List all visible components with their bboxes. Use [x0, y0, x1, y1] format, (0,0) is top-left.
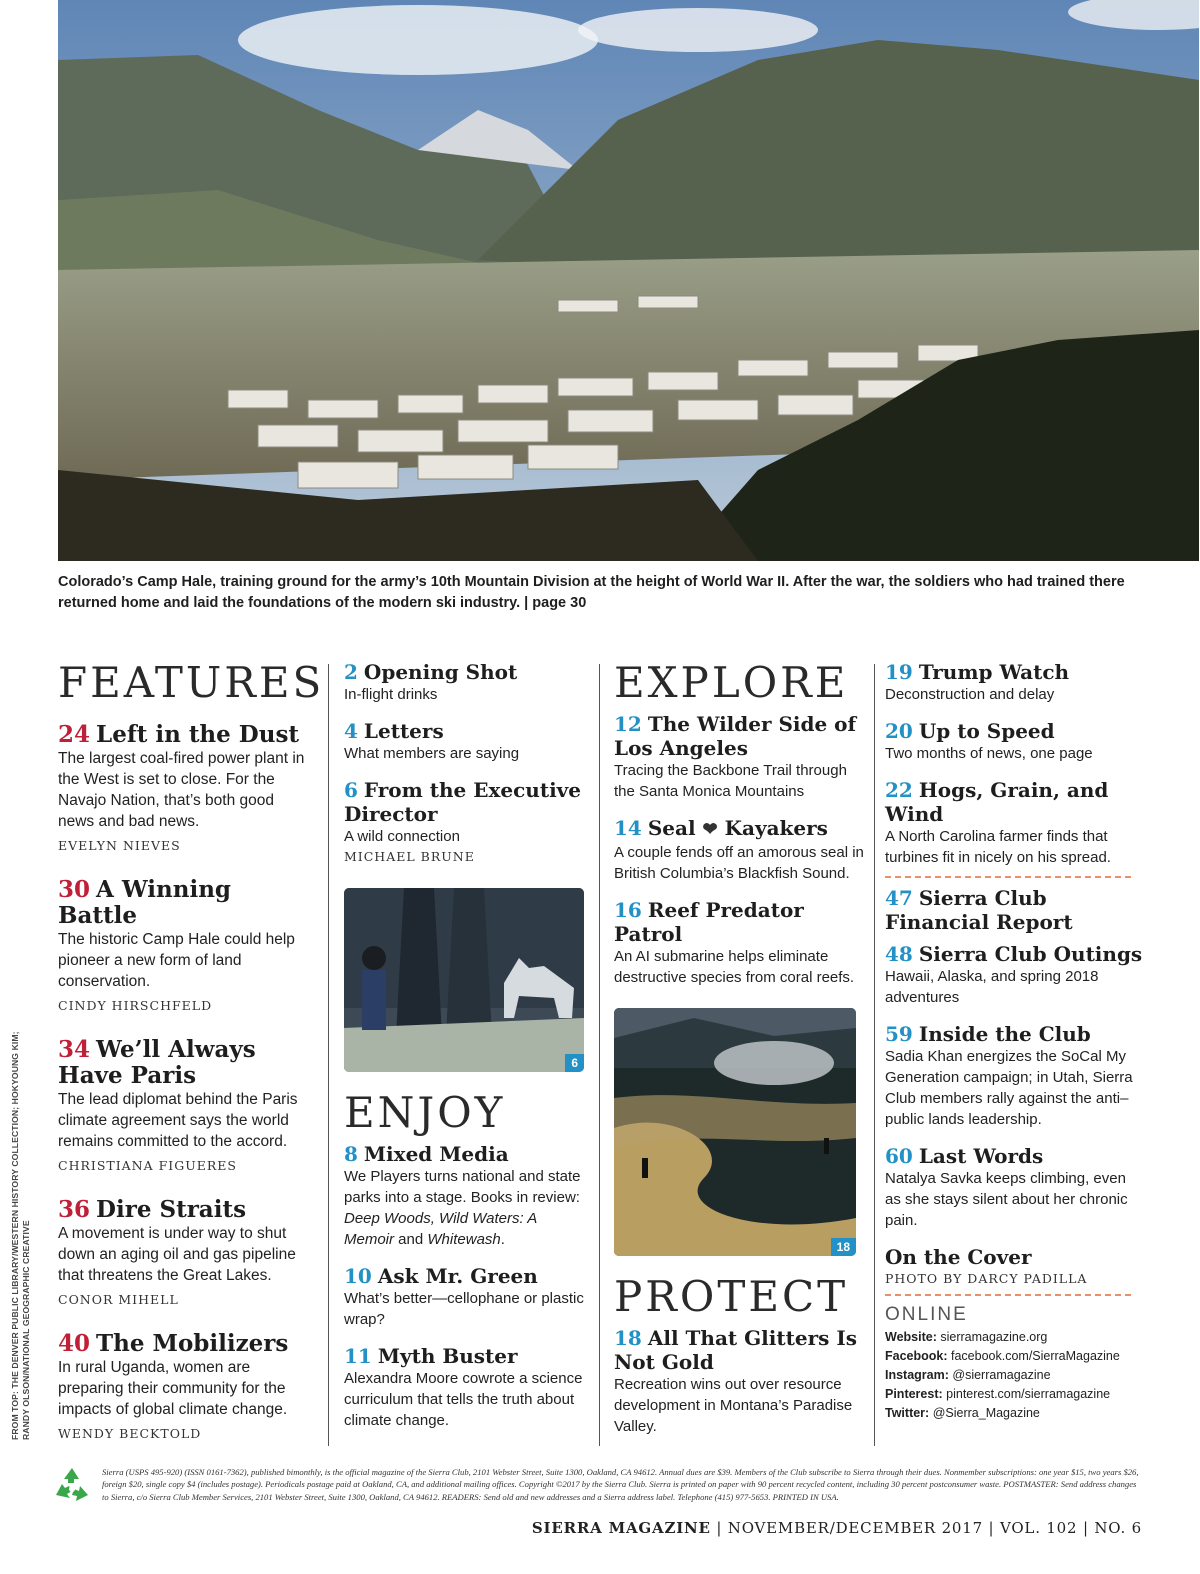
feature-item[interactable]: [58, 1331, 314, 1441]
dept-item[interactable]: [885, 719, 1145, 764]
dept-desc: Two months of news, one page: [885, 745, 1093, 762]
dept-title: All That Glitters Is Not Gold: [614, 1326, 857, 1374]
dept-item[interactable]: [885, 660, 1145, 705]
page-number: 18: [614, 1326, 642, 1350]
dept-title: Trump Watch: [918, 660, 1070, 684]
page-number: 60: [885, 1144, 913, 1168]
features-column: [58, 658, 325, 1455]
column-divider: [328, 664, 329, 1446]
volume: VOL. 102: [999, 1519, 1078, 1537]
issue-number: NO. 6: [1094, 1519, 1142, 1537]
feature-title: We’ll Always Have Paris: [58, 1036, 256, 1089]
online-pinterest[interactable]: Pinterest: pinterest.com/sierramagazine: [885, 1387, 1111, 1401]
page-number: 6: [344, 778, 358, 802]
dept-title: Letters: [363, 719, 444, 743]
feature-title: Left in the Dust: [96, 721, 300, 748]
page-number: 19: [885, 660, 913, 684]
dept-desc: What’s better—cellophane or plastic wrap?: [344, 1290, 584, 1328]
dept-desc: Natalya Savka keeps climbing, even as she stays silent about her chronic pain.: [885, 1170, 1128, 1229]
dept-desc: Sadia Khan energizes the SoCal My Generation campaign; in Utah, Sierra Club members rally against the anti–public lands leadership.: [885, 1048, 1133, 1128]
dept-desc: A wild connection: [344, 828, 460, 845]
page-number: 36: [58, 1196, 91, 1223]
dept-desc: Hawaii, Alaska, and spring 2018 adventures: [885, 968, 1099, 1006]
dept-desc: In-flight drinks: [344, 686, 438, 703]
dept-title: Up to Speed: [918, 719, 1055, 743]
photo-caption: Colorado’s Camp Hale, training ground for the army’s 10th Mountain Division at the height of World War II. After the war, the soldiers who had trained there returned home and laid the foundations of the modern ski industry. | page 30: [58, 574, 1125, 611]
explore-heading: EXPLORE: [614, 658, 849, 707]
recycle-icon: [50, 1465, 94, 1509]
page-badge: 18: [831, 1238, 856, 1256]
page-number: 48: [885, 942, 913, 966]
page-number: 12: [614, 712, 642, 736]
feature-desc: The lead diplomat behind the Paris climate agreement says the world remains committed to the accord.: [58, 1091, 298, 1150]
dept-title: Last Words: [918, 1144, 1044, 1168]
page-number: 11: [344, 1344, 372, 1368]
dept-title: Hogs, Grain, and Wind: [885, 778, 1109, 826]
page-number: 34: [58, 1036, 91, 1063]
feature-title: A Winning Battle: [58, 876, 232, 929]
dashed-divider: [885, 876, 1131, 878]
enjoy-heading: ENJOY: [344, 1088, 506, 1137]
dept-desc: Alexandra Moore cowrote a science curriculum that tells the truth about climate change.: [344, 1370, 583, 1429]
page-badge: 6: [565, 1054, 584, 1072]
online-facebook[interactable]: Facebook: facebook.com/SierraMagazine: [885, 1349, 1120, 1363]
cover-item[interactable]: [885, 1245, 1145, 1286]
feature-title: Dire Straits: [96, 1196, 247, 1223]
dashed-divider: [885, 1294, 1131, 1296]
column-divider: [599, 664, 600, 1446]
page-number: 40: [58, 1330, 91, 1357]
page-number: 59: [885, 1022, 913, 1046]
page-number: 22: [885, 778, 913, 802]
dept-desc: Tracing the Backbone Trail through the Santa Monica Mountains: [614, 762, 847, 800]
dept-title: Sierra Club Financial Report: [885, 886, 1073, 934]
dept-title: The Wilder Side of Los Angeles: [614, 712, 857, 760]
dept-item[interactable]: [344, 1142, 590, 1250]
dept-item[interactable]: [344, 719, 590, 764]
page-number: 24: [58, 721, 91, 748]
explore-column: [614, 660, 866, 1451]
feature-desc: In rural Uganda, women are preparing their community for the impacts of global climate change.: [58, 1359, 288, 1418]
feature-item[interactable]: [58, 1037, 314, 1173]
photo-credit: FROM TOP: THE DENVER PUBLIC LIBRARY/WESTERN HISTORY COLLECTION; HOKYOUNG KIM; RANDY OLSON/NATIONAL GEOGRAPHIC CREATIVE: [10, 1031, 31, 1440]
dept-desc: An AI submarine helps eliminate destructive species from coral reefs.: [614, 948, 855, 986]
dept-desc: Deconstruction and delay: [885, 686, 1055, 703]
dept-title: Myth Buster: [377, 1344, 518, 1368]
feature-author: CONOR MIHELL: [58, 1292, 179, 1307]
fine-print: Sierra (USPS 495-920) (ISSN 0161-7362), published bimonthly, is the official magazine of the Sierra Club, 2101 Webster Street, Suite 1300, Oakland, CA 94612. Annual dues are $39. Members of the Club subscribe to Sierra through their dues. Nonmember subscriptions: one year $15, two years $26, foreign $20, single copy $4 (includes postage). Periodicals postage paid at Oakland, CA, and additional mailing offices. Copyright ©2017 by the Sierra Club. Sierra is printed on paper with 90 percent recycled content, including 30 percent postconsumer waste. POSTMASTER: Send address changes to Sierra, c/o Sierra Club Member Services, 2101 Webster Street, Suite 1300, Oakland, CA 94612. READERS: Send old and new addresses and a Sierra address label. Telephone (415) 977-5653. PRINTED IN USA.: [102, 1467, 1139, 1502]
page-number: 20: [885, 719, 913, 743]
dept-title: Kayakers: [724, 816, 828, 840]
dept-item[interactable]: [614, 898, 866, 988]
dept-author: MICHAEL BRUNE: [344, 849, 475, 864]
dept-title: Opening Shot: [363, 660, 518, 684]
features-heading: FEATURES: [58, 658, 325, 707]
online-website[interactable]: Website: sierramagazine.org: [885, 1330, 1048, 1344]
dept-desc: A couple fends off an amorous seal in British Columbia’s Blackfish Sound.: [614, 844, 864, 882]
column-divider: [874, 664, 875, 1446]
feature-author: WENDY BECKTOLD: [58, 1426, 202, 1441]
feature-item[interactable]: [58, 722, 314, 853]
heart-icon: ❤: [702, 819, 718, 840]
dept-item[interactable]: [344, 660, 590, 705]
dept-item[interactable]: [344, 778, 590, 864]
online-instagram[interactable]: Instagram: @sierramagazine: [885, 1368, 1051, 1382]
online-twitter[interactable]: Twitter: @Sierra_Magazine: [885, 1406, 1040, 1420]
wolf-illustration[interactable]: [344, 888, 584, 1072]
feature-author: CINDY HIRSCHFELD: [58, 998, 213, 1013]
dept-item[interactable]: [614, 712, 866, 802]
page-number: 16: [614, 898, 642, 922]
river-photo[interactable]: [614, 1008, 856, 1256]
masthead-footer: SIERRA MAGAZINE | NOVEMBER/DECEMBER 2017 | VOL. 102 | NO. 6: [531, 1519, 1142, 1537]
dept-title: Seal: [647, 816, 696, 840]
dept-item[interactable]: [885, 778, 1145, 868]
dept-title: Reef Predator Patrol: [614, 898, 804, 946]
dept-item[interactable]: [344, 1264, 590, 1330]
dept-title: From the Executive Director: [344, 778, 582, 826]
dept-title: Sierra Club Outings: [918, 942, 1143, 966]
dept-item[interactable]: [885, 1144, 1145, 1231]
feature-title: The Mobilizers: [96, 1330, 289, 1357]
dept-item[interactable]: [885, 942, 1145, 1008]
dept-item[interactable]: [885, 1022, 1145, 1130]
dept-desc: A North Carolina farmer finds that turbines fit in nicely on his spread.: [885, 828, 1111, 866]
dept-desc: We Players turns national and state parks into a stage. Books in review: Deep Woods, Wild Waters: A Memoir and Whitewash.: [344, 1168, 581, 1248]
dept-item[interactable]: [614, 1326, 866, 1437]
dept-desc: What members are saying: [344, 745, 520, 762]
feature-desc: The largest coal-fired power plant in the West is set to close. For the Navajo Nation, that’s both good news and bad news.: [58, 750, 305, 830]
dept-item[interactable]: [614, 816, 866, 884]
departments-column-2: [885, 660, 1145, 1423]
departments-column: [344, 660, 590, 1445]
dept-title: Inside the Club: [918, 1022, 1091, 1046]
cover-credit: PHOTO BY DARCY PADILLA: [885, 1271, 1088, 1286]
page-number: 2: [344, 660, 358, 684]
feature-item[interactable]: [58, 1197, 314, 1307]
feature-item[interactable]: [58, 877, 314, 1013]
page-number: 8: [344, 1142, 358, 1166]
feature-author: EVELYN NIEVES: [58, 838, 181, 853]
dept-title: Mixed Media: [363, 1142, 509, 1166]
page-number: 47: [885, 886, 913, 910]
issue-date: NOVEMBER/DECEMBER 2017: [727, 1519, 983, 1537]
magazine-name: SIERRA MAGAZINE: [531, 1519, 711, 1537]
page-number: 10: [344, 1264, 372, 1288]
dept-item[interactable]: [344, 1344, 590, 1431]
dept-title: Ask Mr. Green: [377, 1264, 538, 1288]
feature-desc: A movement is under way to shut down an aging oil and gas pipeline that threatens the Great Lakes.: [58, 1225, 296, 1284]
page-number: 14: [614, 816, 642, 840]
online-heading: ONLINE: [885, 1304, 968, 1325]
hero-photo: [58, 0, 1199, 561]
dept-item[interactable]: [885, 886, 1145, 934]
protect-heading: PROTECT: [614, 1272, 849, 1321]
feature-desc: The historic Camp Hale could help pioneer a new form of land conservation.: [58, 931, 295, 990]
dept-desc: Recreation wins out over resource development in Montana’s Paradise Valley.: [614, 1376, 853, 1435]
page-number: 4: [344, 719, 358, 743]
feature-author: CHRISTIANA FIGUERES: [58, 1158, 237, 1173]
page-number: 30: [58, 876, 91, 903]
cover-title: On the Cover: [885, 1245, 1032, 1269]
